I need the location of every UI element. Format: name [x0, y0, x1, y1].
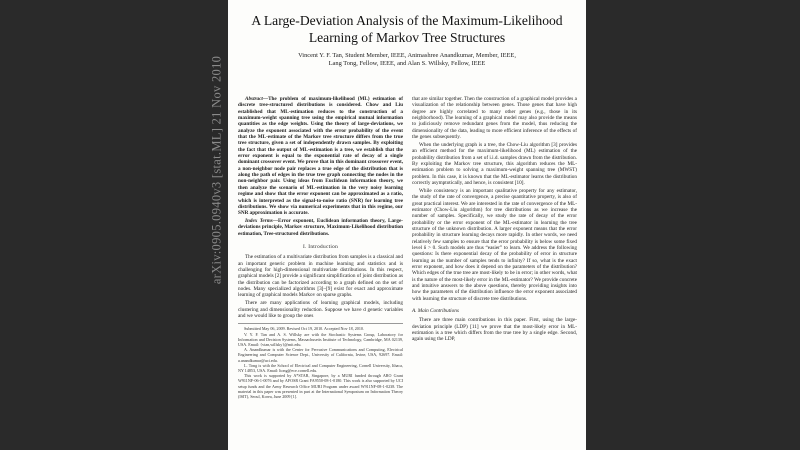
abstract-text: —The problem of maximum-likelihood (ML) estimation of discrete tree-structured distributions is considered. Chow and Liu established that ML-estimation reduces to the construction of a maximum-weight spanning tree using the empirical mutual information quantities as the edge weights. Using the theory of large-deviations, we analyze the exponent associated with the error probability of the event that the ML-estimate of the Markov tree structure differs from the true tree structure, given a set of independently drawn samples. By exploiting the fact that the output of ML-estimation is a tree, we establish that the error exponent is equal to the exponential rate of decay of a single dominant crossover event. We prove that in this dominant crossover event, a non-neighbor node pair replaces a true edge of the distribution that is along the path of edges in the true tree graph connecting the nodes in the non-neighbor pair. Using ideas from Euclidean information theory, we then analyze the scenario of ML-estimation in the very noisy learning regime and show that the error exponent can be approximated as a ratio, which is interpreted as the signal-to-noise ratio (SNR) for learning tree distributions. We show via numerical experiments that in this regime, our SNR approximation is accurate. [238, 96, 403, 217]
right-paragraph-3: While consistency is an important qualitative property for any estimator, the study of the rate of convergence, a precise quantitative property, is also of great practical interest. We are interested in the rate of convergence of the ML-estimator (Chow-Liu algorithm) for tree distributions as we increase the number of samples. Specifically, we study the rate of decay of the error probability or the error exponent of the ML-estimator in learning the tree structure of the unknown distribution. A larger exponent means that the error probability in structure learning decays more rapidly. In other words, we need relatively few samples to ensure that the error probability is below some fixed level δ > 0. Such models are thus “easier” to learn. We address the following questions: Is there exponential decay of the probability of error in structure learning as the number of samples tends to infinity? If so, what is the exact error exponent, and how does it depend on the parameters of the distribution? Which edges of the true tree are most-likely to be in error; in other words, what is the nature of the most-likely error in the ML-estimator? We provide concrete and intuitive answers to the above questions, thereby providing insights into how the parameters of the distribution influence the error exponent associated with learning the structure of discrete tree distributions. [412, 187, 577, 302]
index-terms-lead: Index Terms [245, 218, 273, 225]
right-paragraph-2: When the underlying graph is a tree, the Chow-Liu algorithm [3] provides an efficient method for the maximum-likelihood (ML) estimation of the probability distribution from a set of i.i.d. samples drawn from the distribution. By exploiting the Markov tree structure, this algorithm reduces the ML-estimation problem to solving a maximum-weight spanning tree (MWST) problem. In this case, it is known that the ML-estimator learns the distribution correctly asymptotically, and hence, is consistent [10]. [412, 141, 577, 186]
left-column [238, 96, 403, 399]
subsection-heading-contributions: A. Main Contributions [412, 308, 459, 314]
footnote: This work is supported by A*STAR, Singapore, by a MURI funded through ARO Grant W911NF-06-1-0076 and by AFOSR Grant FA9550-08-1-0180. This work is also supported by UCI setup funds and the Army Research Office MURI Program under award W911NF-08-1-0238. The material in this paper was presented in part at the International Symposium on Information Theory (ISIT), Seoul, Korea, June 2009 [1]. [238, 373, 403, 399]
arxiv-stamp [207, 30, 227, 310]
footnote: A. Anandkumar is with the Center for Pervasive Communications and Computing, Electrical Engineering and Computer Science Dept., University of California, Irvine, USA, 92697. Email: a.anandkumar@uci.edu. [238, 347, 403, 363]
paper-authors [228, 52, 586, 68]
right-column [412, 96, 577, 344]
index-terms-text: —Error exponent, Euclidean information theory, Large-deviations principle, Markov structure, Maximum-Likelihood distribution estimation, Tree-structured distributions. [238, 218, 403, 237]
right-paragraph-1: that are similar together. Then the construction of a graphical model provides a visualization of the relationship between genes. Those genes that have high degree are highly correlated to many other genes (e.g., those in its neighborhood). The learning of a graphical model may also provide the means to judiciously remove redundant genes from the model, thus reducing the dimensionality of the data, leading to more efficient inference of the effects of the genes subsequently. [412, 96, 577, 141]
authors-line-1: Vincent Y. F. Tan, Student Member, IEEE, Animashree Anandkumar, Member, IEEE, [298, 52, 516, 59]
paper-title: A Large-Deviation Analysis of the Maximum-Likelihood Learning of Markov Tree Structures [251, 13, 563, 45]
section-heading-intro: I. Introduction [302, 244, 339, 251]
footnote: V. Y. F. Tan and A. S. Willsky are with the Stochastic Systems Group, Laboratory for Information and Decision Systems, Massachusetts Institute of Technology, Cambridge, MA 02139, USA. Email: {vtan,willsky}@mit.edu. [238, 331, 403, 347]
footnote: L. Tong is with the School of Electrical and Computer Engineering, Cornell University, Ithaca, NY 14853, USA. Email: ltong@ece.cornell.edu. [238, 362, 403, 373]
index-terms [238, 218, 403, 237]
intro-paragraph-2: There are many applications of learning graphical models, including clustering and dimensionality reduction. Suppose we have d genetic variables and we would like to group the ones [238, 300, 403, 319]
paper-page [228, 0, 586, 450]
footnotes [238, 323, 403, 399]
arxiv-stamp-text: arXiv:0905.0940v3 [stat.ML] 21 Nov 2010 [209, 55, 224, 285]
right-paragraph-4: There are three main contributions in this paper. First, using the large-deviation principle (LDP) [11] we prove that the most-likely error in ML-estimation is a tree which differs from the true tree by a single edge. Second, again using the LDP, [412, 317, 577, 343]
footnote: Submitted May 06, 2009. Revised Oct 19, 2010. Accepted Nov 18, 2010. [244, 326, 364, 332]
abstract-lead: Abstract [245, 96, 263, 102]
authors-line-2: Lang Tong, Fellow, IEEE, and Alan S. Willsky, Fellow, IEEE [328, 60, 486, 67]
intro-paragraph-1: The estimation of a multivariate distribution from samples is a classical and an important generic problem in machine learning and statistics and is challenging for high-dimensional multivariate distributions. In this respect, graphical models [2] provide a significant simplification of joint distribution as the distribution can be factorized according to a graph defined on the set of nodes. Many specialized algorithms [3]–[9] exist for exact and approximate learning of graphical models Markov on sparse graphs. [238, 254, 403, 299]
abstract [238, 96, 403, 217]
